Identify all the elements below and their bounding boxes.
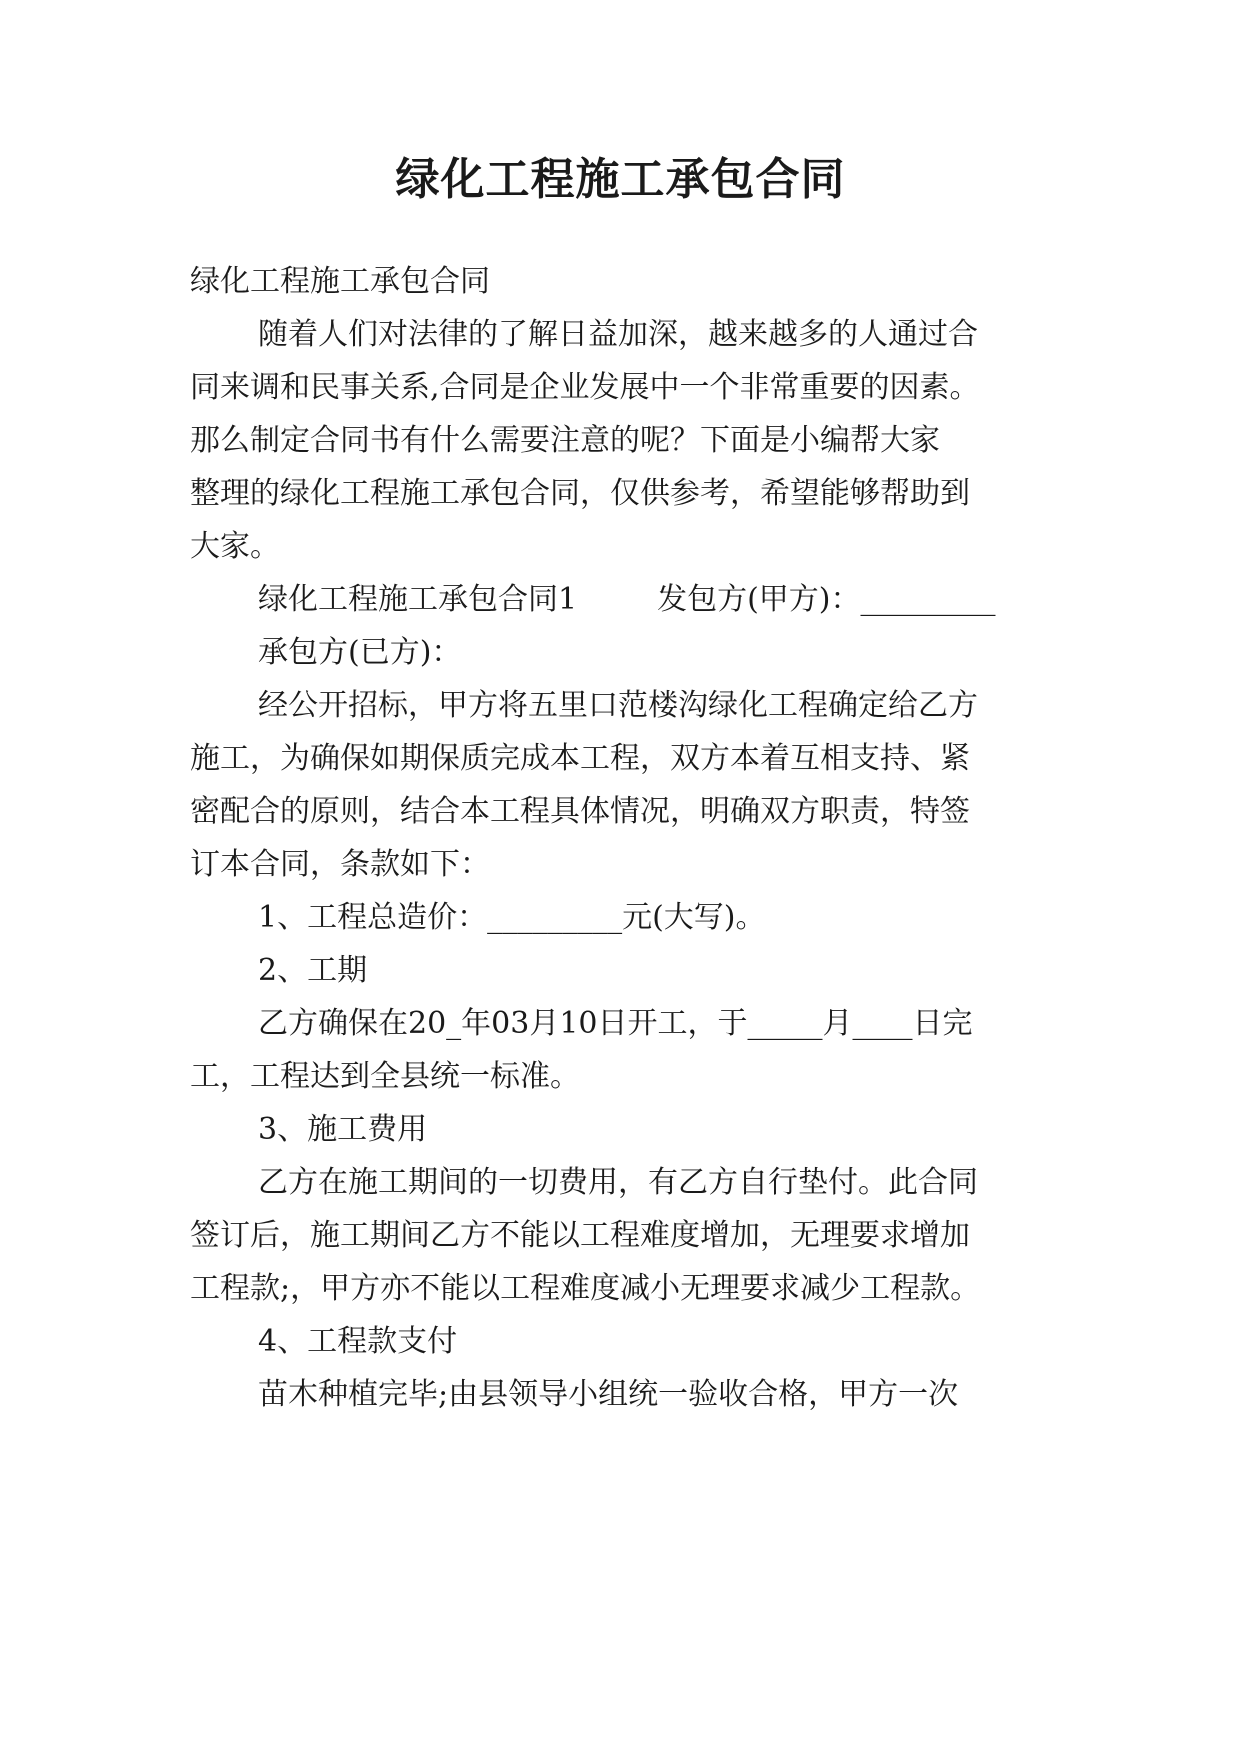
clause-4-heading: 4、工程款支付 xyxy=(258,1324,458,1359)
paragraph-line: 苗木种植完毕;由县领导小组统一验收合格，甲方一次 xyxy=(258,1377,959,1412)
party-b-field: 承包方(已方)： xyxy=(258,635,462,670)
paragraph-line: 密配合的原则，结合本工程具体情况，明确双方职责，特签 xyxy=(190,794,970,829)
paragraph-line: 订本合同，条款如下： xyxy=(190,847,490,882)
clause-3-heading: 3、施工费用 xyxy=(258,1112,428,1147)
paragraph-line: 施工，为确保如期保质完成本工程，双方本着互相支持、紧 xyxy=(190,741,970,776)
doc-heading-line: 绿化工程施工承包合同 xyxy=(190,264,490,299)
paragraph-line: 那么制定合同书有什么需要注意的呢？下面是小编帮大家 xyxy=(190,423,940,458)
paragraph-line: 同来调和民事关系,合同是企业发展中一个非常重要的因素。 xyxy=(190,370,980,405)
paragraph-line: 签订后，施工期间乙方不能以工程难度增加，无理要求增加 xyxy=(190,1218,970,1253)
paragraph-line: 乙方确保在20_年03月10日开工，于_____月____日完 xyxy=(258,1006,973,1041)
paragraph-line: 工程款;，甲方亦不能以工程难度减小无理要求减少工程款。 xyxy=(190,1271,981,1306)
document-title: 绿化工程施工承包合同 xyxy=(395,154,846,205)
paragraph-line: 随着人们对法律的了解日益加深，越来越多的人通过合 xyxy=(258,317,978,352)
paragraph-line: 乙方在施工期间的一切费用，有乙方自行垫付。此合同 xyxy=(258,1165,978,1200)
party-a-field: 发包方(甲方)：_________ xyxy=(657,582,996,617)
clause-1: 1、工程总造价：_________元(大写)。 xyxy=(258,900,766,935)
contract-subtitle: 绿化工程施工承包合同1 xyxy=(258,582,578,617)
paragraph-line: 工，工程达到全县统一标准。 xyxy=(190,1059,580,1094)
paragraph-line: 经公开招标，甲方将五里口范楼沟绿化工程确定给乙方 xyxy=(258,688,978,723)
paragraph-line: 整理的绿化工程施工承包合同，仅供参考，希望能够帮助到 xyxy=(190,476,970,511)
paragraph-line: 大家。 xyxy=(190,529,280,564)
clause-2-heading: 2、工期 xyxy=(258,953,368,988)
contract-subtitle-line xyxy=(258,580,996,620)
